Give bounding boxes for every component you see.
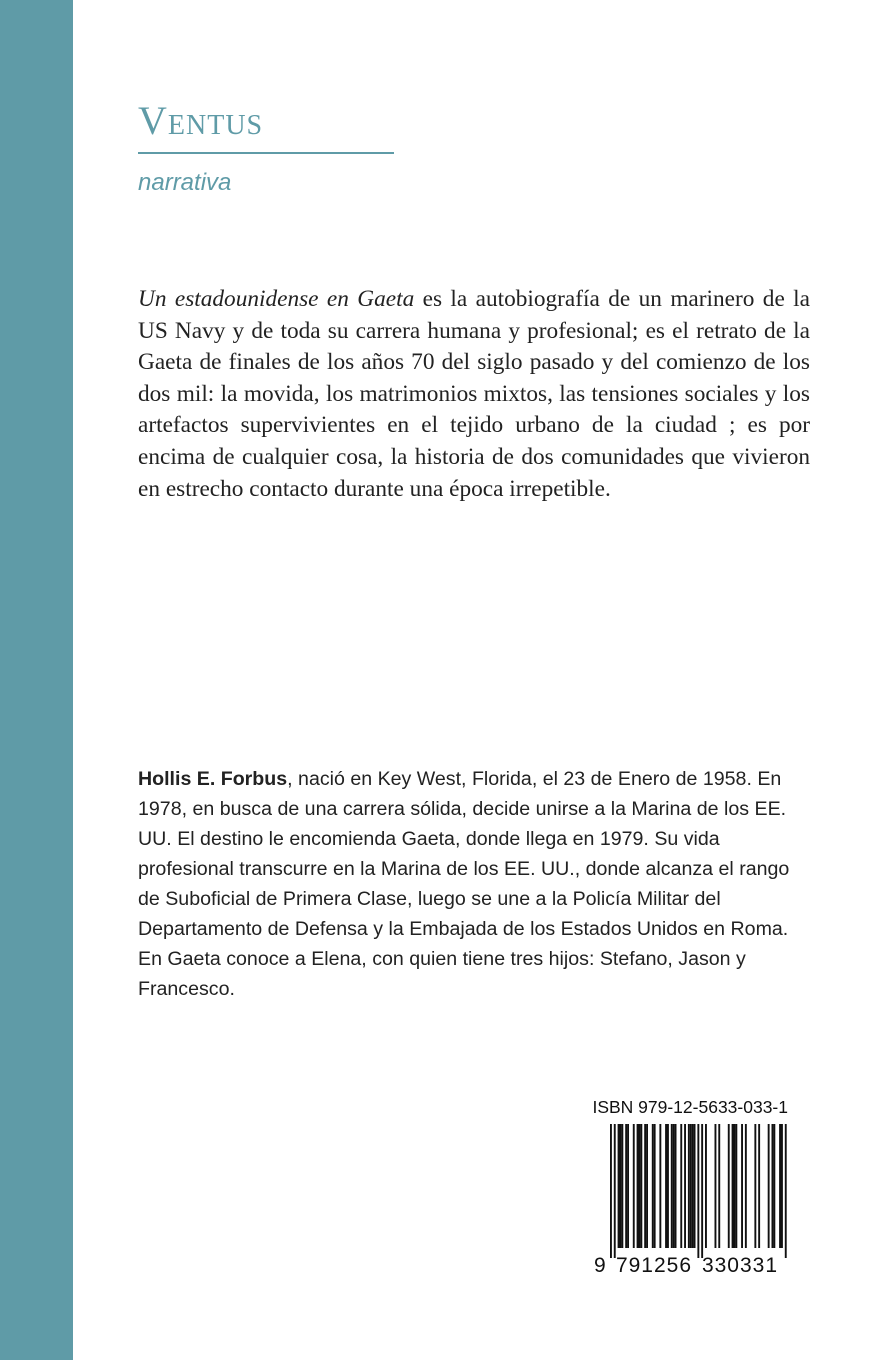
barcode-bar <box>715 1124 717 1248</box>
author-biography <box>138 764 802 1004</box>
publisher-brand <box>138 96 398 198</box>
barcode-left-digits: 791256 <box>615 1254 693 1277</box>
barcode-bar <box>768 1124 770 1248</box>
barcode <box>592 1122 788 1282</box>
publisher-name: Ventus <box>138 98 264 143</box>
isbn-label: ISBN 979-12-5633-033-1 <box>592 1097 788 1117</box>
barcode-bar <box>637 1124 639 1248</box>
barcode-bar <box>690 1124 692 1248</box>
barcode-bar <box>680 1124 682 1248</box>
barcode-bar <box>773 1124 775 1248</box>
book-synopsis <box>138 284 810 505</box>
barcode-bar <box>614 1124 616 1258</box>
barcode-bar <box>688 1124 690 1248</box>
spine-band <box>0 0 73 1360</box>
barcode-bar <box>692 1124 694 1248</box>
barcode-bar <box>758 1124 760 1248</box>
barcode-bar <box>728 1124 730 1248</box>
barcode-bar <box>705 1124 707 1248</box>
barcode-bar <box>671 1124 673 1248</box>
isbn-block <box>592 1096 788 1282</box>
barcode-bar <box>667 1124 669 1248</box>
barcode-bar <box>673 1124 675 1248</box>
barcode-bar <box>781 1124 783 1248</box>
barcode-bar <box>644 1124 646 1248</box>
barcode-bar <box>620 1124 622 1248</box>
barcode-bar <box>779 1124 781 1248</box>
barcode-bar <box>694 1124 696 1248</box>
barcode-bar <box>640 1124 642 1248</box>
brand-divider <box>138 152 394 154</box>
barcode-bar <box>734 1124 736 1248</box>
barcode-bar <box>772 1124 774 1248</box>
barcode-right-digits: 330331 <box>701 1254 779 1277</box>
barcode-bar <box>639 1124 641 1248</box>
barcode-bar <box>675 1124 677 1248</box>
barcode-bar <box>633 1124 635 1248</box>
author-name: Hollis E. Forbus <box>138 768 288 790</box>
barcode-first-digit: 9 <box>594 1254 606 1277</box>
barcode-bar <box>735 1124 737 1248</box>
barcode-bar <box>652 1124 654 1248</box>
barcode-bar <box>697 1124 699 1258</box>
barcode-bar <box>745 1124 747 1248</box>
synopsis-text: es la autobiografía de un marinero de la US Navy y de toda su carrera humana y profesional; es el retrato de la Gaeta de finales de los años 70 del siglo pasado y del comienzo de los dos mil: la movida, los matrimonios mixtos, las tensiones sociales y los artefactos supervivientes en el tejido urbano de la ciudad ; es por encima de cualquier cosa, la historia de dos comunidades que vivieron en estrecho contacto durante una época irrepetible. <box>138 286 810 502</box>
barcode-bar <box>654 1124 656 1248</box>
barcode-bar <box>754 1124 756 1248</box>
barcode-bars <box>610 1124 788 1258</box>
barcode-bar <box>610 1124 612 1258</box>
barcode-bar <box>732 1124 734 1248</box>
barcode-bar <box>646 1124 648 1248</box>
barcode-bar <box>621 1124 623 1248</box>
barcode-bar <box>659 1124 661 1248</box>
barcode-bar <box>701 1124 703 1258</box>
book-title-reference: Un estadounidense en Gaeta <box>138 286 415 312</box>
barcode-bar <box>618 1124 620 1248</box>
barcode-bar <box>741 1124 743 1248</box>
barcode-bar <box>627 1124 629 1248</box>
barcode-bar <box>684 1124 686 1248</box>
collection-label: narrativa <box>138 169 232 196</box>
barcode-bar <box>785 1124 787 1258</box>
barcode-bar <box>625 1124 627 1248</box>
author-bio-text: , nació en Key West, Florida, el 23 de Enero de 1958. En 1978, en busca de una carrera sólida, decide unirse a la Marina de los EE. UU. El destino le encomienda Gaeta, donde llega en 1979. Su vida profesional transcurre en la Marina de los EE. UU., donde alcanza el rango de Suboficial de Primera Clase, luego se une a la Policía Militar del Departamento de Defensa y la Embajada de los Estados Unidos en Roma. En Gaeta conoce a Elena, con quien tiene tres hijos: Stefano, Jason y Francesco. <box>138 768 790 1000</box>
barcode-bar <box>665 1124 667 1248</box>
barcode-bar <box>718 1124 720 1248</box>
